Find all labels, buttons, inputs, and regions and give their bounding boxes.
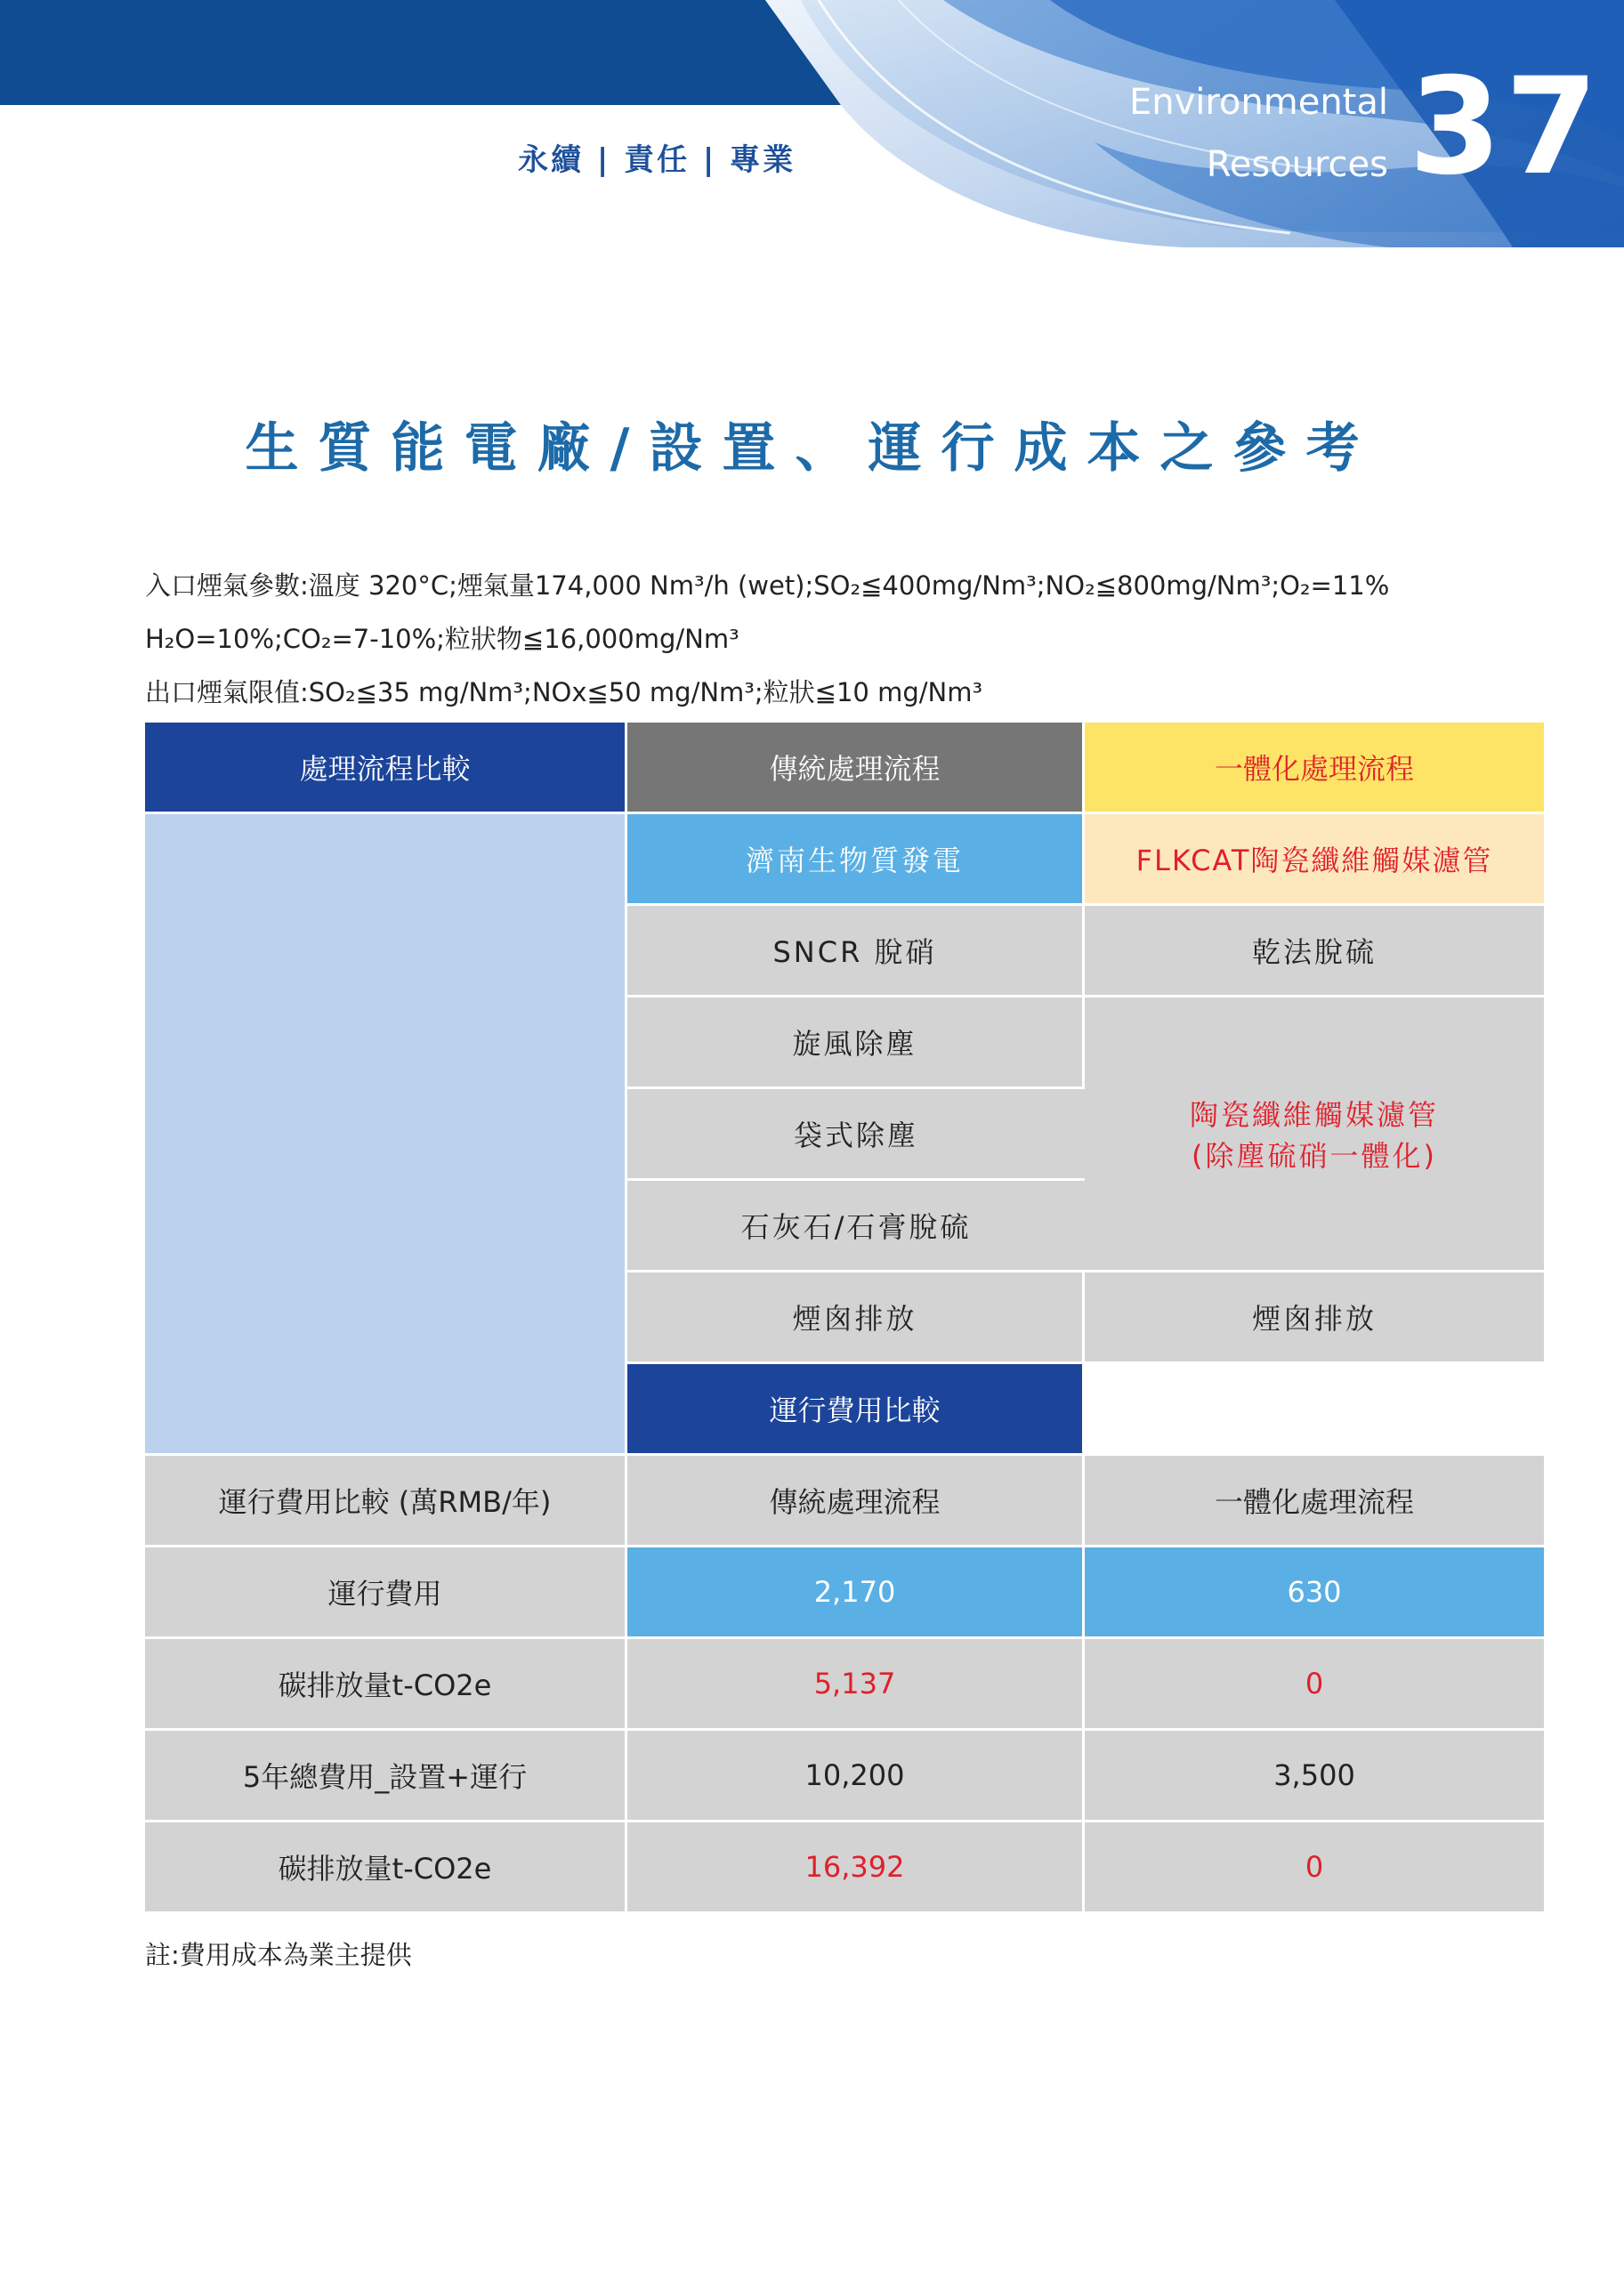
cost-header-row — [145, 1456, 1544, 1547]
blank-cell — [1085, 1364, 1544, 1456]
header-traditional: 傳統處理流程 — [627, 723, 1085, 814]
traditional-step: 旋風除塵 — [627, 998, 1085, 1089]
cost-value-integrated: 630 — [1085, 1547, 1544, 1639]
page-title: 生質能電廠/設置、運行成本之參考 — [245, 417, 1379, 480]
traditional-step: SNCR 脫硝 — [627, 906, 1085, 998]
cost-column-integrated: 一體化處理流程 — [1085, 1456, 1544, 1547]
cost-value-traditional: 16,392 — [627, 1822, 1085, 1914]
cost-row — [145, 1547, 1544, 1639]
params-line-1: 入口煙氣參數:溫度 320°C;煙氣量174,000 Nm³/h (wet);SO₂≦400mg/Nm³;NO₂≦800mg/Nm³;O₂=11% — [145, 570, 1390, 601]
header-process-comparison: 處理流程比較 — [145, 723, 627, 814]
cost-column-label: 運行費用比較 (萬RMB/年) — [145, 1456, 627, 1547]
integrated-product-name: FLKCAT陶瓷纖維觸媒濾管 — [1085, 814, 1544, 906]
traditional-step: 石灰石/石膏脫硫 — [627, 1181, 1085, 1272]
header-integrated: 一體化處理流程 — [1085, 723, 1544, 814]
traditional-step: 袋式除塵 — [627, 1089, 1085, 1181]
cost-row-label: 碳排放量t-CO2e — [145, 1639, 627, 1731]
params-line-3: 出口煙氣限值:SO₂≦35 mg/Nm³;NOx≦50 mg/Nm³;粒狀≦10 mg/Nm³ — [145, 677, 983, 707]
cost-row — [145, 1639, 1544, 1731]
integrated-step-line1: 陶瓷纖維觸媒濾管 — [1189, 1098, 1439, 1132]
process-header-row — [145, 723, 1544, 814]
section-title — [1129, 71, 1388, 196]
section-title-line1: Environmental — [1128, 82, 1388, 123]
cost-value-integrated: 0 — [1085, 1822, 1544, 1914]
cost-value-traditional: 10,200 — [627, 1731, 1085, 1822]
integrated-step: 乾法脫硫 — [1085, 906, 1544, 998]
cost-row — [145, 1822, 1544, 1914]
cost-value-integrated: 3,500 — [1085, 1731, 1544, 1822]
section-title-line2: Resources — [1206, 144, 1388, 185]
traditional-step: 煙囪排放 — [627, 1272, 1085, 1364]
cost-row-label: 5年總費用_設置+運行 — [145, 1731, 627, 1822]
cost-row-label: 運行費用 — [145, 1547, 627, 1639]
cost-section-label: 運行費用比較 — [627, 1364, 1085, 1456]
cost-row-label: 碳排放量t-CO2e — [145, 1822, 627, 1914]
cost-value-traditional: 2,170 — [627, 1547, 1085, 1639]
integrated-step: 煙囪排放 — [1085, 1272, 1544, 1364]
cost-column-traditional: 傳統處理流程 — [627, 1456, 1085, 1547]
comparison-table — [145, 723, 1544, 1914]
cost-value-integrated: 0 — [1085, 1639, 1544, 1731]
integrated-step-combined — [1085, 998, 1544, 1272]
footnote: 註:費用成本為業主提供 — [145, 1940, 412, 1970]
traditional-plant-name: 濟南生物質發電 — [627, 814, 1085, 906]
process-label-area — [145, 814, 627, 1456]
flue-gas-parameters — [145, 563, 1389, 723]
page-number: 37 — [1409, 50, 1602, 205]
process-row — [145, 814, 1544, 906]
integrated-step-line2: (除塵硫硝一體化) — [1192, 1139, 1437, 1173]
header-tagline: 永續 | 責任 | 專業 — [518, 142, 796, 178]
params-line-2: H₂O=10%;CO₂=7-10%;粒狀物≦16,000mg/Nm³ — [145, 624, 739, 654]
cost-value-traditional: 5,137 — [627, 1639, 1085, 1731]
cost-row — [145, 1731, 1544, 1822]
